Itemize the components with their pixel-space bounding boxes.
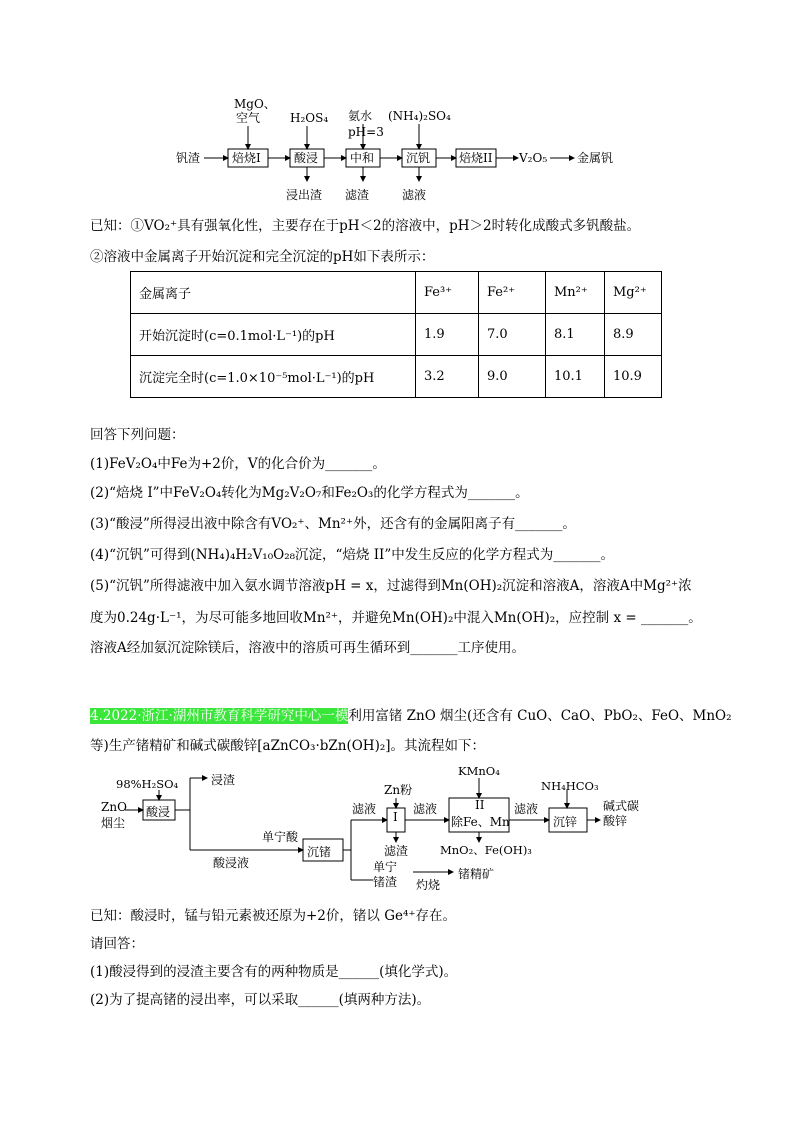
known-note-3: 已知：酸浸时，锰与铅元素被还原为+2价，锗以 Ge⁴⁺存在。: [90, 908, 457, 924]
question-5-line1: (5)“沉钒”所得滤液中加入氨水调节溶液pH = x，过滤得到Mn(OH)₂沉淀和溶液A，溶液A中Mg²⁺浓: [90, 578, 692, 594]
flow2-nh4hco3: NH₄HCO₃: [541, 779, 599, 793]
table-header-row: [131, 272, 662, 314]
problem-source-highlight: 4.2022·浙江·湖州市教育科学研究中心一模: [90, 708, 349, 724]
flow2-mno2: MnO₂、Fe(OH)₃: [440, 843, 532, 857]
table-header-cell: 金属离子: [131, 272, 416, 314]
input-acid: H₂OS₄: [290, 111, 329, 125]
question-2: (2)“焙烧 I”中FeV₂O₄转化为Mg₂V₂O₇和Fe₂O₃的化学方程式为_______。: [90, 485, 529, 501]
input-mgo: MgO、: [234, 97, 276, 111]
flow2-box-ge: 沉锗: [307, 845, 332, 859]
flow2-filtrate-1: 滤液: [352, 802, 377, 816]
table-cell: 8.9: [605, 314, 662, 356]
output-filter-residue: 滤渣: [345, 188, 370, 202]
flow2-reagent-h2so4: 98%H₂SO₄: [116, 777, 179, 791]
table-cell: 1.9: [416, 314, 479, 356]
flow2-leach-liquor: 酸浸液: [213, 856, 250, 870]
input-nh4so4: (NH₄)₂SO₄: [388, 109, 451, 123]
questions-intro: 回答下列问题：: [90, 427, 185, 443]
flow2-calcine: 灼烧: [416, 878, 441, 892]
ph-table: [130, 271, 662, 398]
table-header-cell: Fe³⁺: [416, 272, 479, 314]
flow2-box-ii-text: 除Fe、Mn: [451, 815, 510, 829]
question-1: (1)FeV₂O₄中Fe为+2价，V的化合价为_______。: [90, 456, 386, 472]
table-cell: 9.0: [479, 356, 546, 398]
question-3: (3)“酸浸”所得浸出液中除含有VO₂⁺、Mn²⁺外，还含有的金属阳离子有_______。: [90, 516, 576, 532]
table-row: [131, 314, 662, 356]
input-ph: pH=3: [348, 125, 384, 139]
table-cell: 沉淀完全时(c=1.0×10⁻⁵mol·L⁻¹)的pH: [131, 356, 416, 398]
flow2-feed-2: 烟尘: [101, 816, 126, 830]
flow2-feed-1: ZnO: [101, 800, 127, 814]
table-cell: 开始沉淀时(c=0.1mol·L⁻¹)的pH: [131, 314, 416, 356]
flow2-box-i: I: [393, 810, 398, 824]
output-filtrate: 滤液: [402, 188, 427, 202]
table-header-cell: Mn²⁺: [546, 272, 605, 314]
question-5-line2: 度为0.24g·L⁻¹，为尽可能多地回收Mn²⁺，并避免Mn(OH)₂中混入Mn(OH)₂，应控制 x = _______。: [90, 610, 702, 626]
table-row: [131, 356, 662, 398]
flow2-zn-powder: Zn粉: [384, 783, 413, 797]
output-leach-residue: 浸出渣: [286, 188, 323, 202]
flow-diagram-vanadium: [170, 92, 640, 182]
flow2-tannin-ge-1: 单宁: [373, 860, 398, 874]
table-cell: 3.2: [416, 356, 479, 398]
step-acid: 酸浸: [294, 151, 319, 165]
flow2-kmno4: KMnO₄: [458, 764, 500, 778]
table-header-cell: Fe²⁺: [479, 272, 546, 314]
flow2-box-zn: 沉锌: [553, 815, 578, 829]
flow2-residue-2: 滤渣: [384, 844, 409, 858]
flow2-box-ii: II: [475, 798, 485, 812]
flow2-filtrate-2: 滤液: [413, 802, 438, 816]
table-cell: 10.1: [546, 356, 605, 398]
table-cell: 7.0: [479, 314, 546, 356]
flow2-product-2: 酸锌: [603, 814, 628, 828]
flow2-filtrate-3: 滤液: [514, 802, 539, 816]
problem-4-header: [90, 704, 732, 724]
questions2-intro: 请回答：: [90, 936, 144, 952]
step-roast2: 焙烧II: [459, 151, 493, 165]
flow2-ge-concentrate: 锗精矿: [458, 867, 495, 881]
problem-4-text-2: 等)生产锗精矿和碱式碳酸锌[aZnCO₃·bZn(OH)₂]。其流程如下：: [90, 738, 486, 754]
step-roast1: 焙烧I: [232, 151, 261, 165]
question2-1: (1)酸浸得到的浸渣主要含有的两种物质是______(填化学式)。: [90, 964, 458, 980]
product-v2o5: V₂O₅: [519, 151, 548, 165]
feed-label: 钒渣: [176, 151, 201, 165]
table-cell: 10.9: [605, 356, 662, 398]
known-note-2: ②溶液中金属离子开始沉淀和完全沉淀的pH如下表所示：: [90, 249, 435, 265]
problem-4-text: 利用富锗 ZnO 烟尘(还含有 CuO、CaO、PbO₂、FeO、MnO₂: [348, 708, 732, 724]
step-vprecip: 沉钒: [406, 151, 431, 165]
question2-2: (2)为了提高锗的浸出率，可以采取______(填两种方法)。: [90, 992, 431, 1008]
known-note-1: 已知：①VO₂⁺具有强氧化性，主要存在于pH＜2的溶液中，pH＞2时转化成酸式多钒酸盐。: [90, 218, 641, 234]
flow2-residue: 浸渣: [211, 773, 236, 787]
step-neutral: 中和: [350, 151, 375, 165]
flow2-product-1: 碱式碳: [603, 799, 640, 813]
product-v-metal: 金属钒: [577, 151, 614, 165]
flow2-box-acid: 酸浸: [146, 805, 171, 819]
flow2-tannin-ge-2: 锗渣: [373, 875, 398, 889]
table-header-cell: Mg²⁺: [605, 272, 662, 314]
flow2-tannin: 单宁酸: [262, 830, 299, 844]
question-5-line3: 溶液A经加氨沉淀除镁后，溶液中的溶质可再生循环到_______工序使用。: [90, 640, 525, 656]
input-ammonia: 氨水: [348, 109, 373, 123]
input-air: 空气: [236, 111, 261, 125]
table-cell: 8.1: [546, 314, 605, 356]
question-4: (4)“沉钒”可得到(NH₄)₄H₂V₁₀O₂₈沉淀，“焙烧 II”中发生反应的化学方程式为_______。: [90, 547, 615, 563]
